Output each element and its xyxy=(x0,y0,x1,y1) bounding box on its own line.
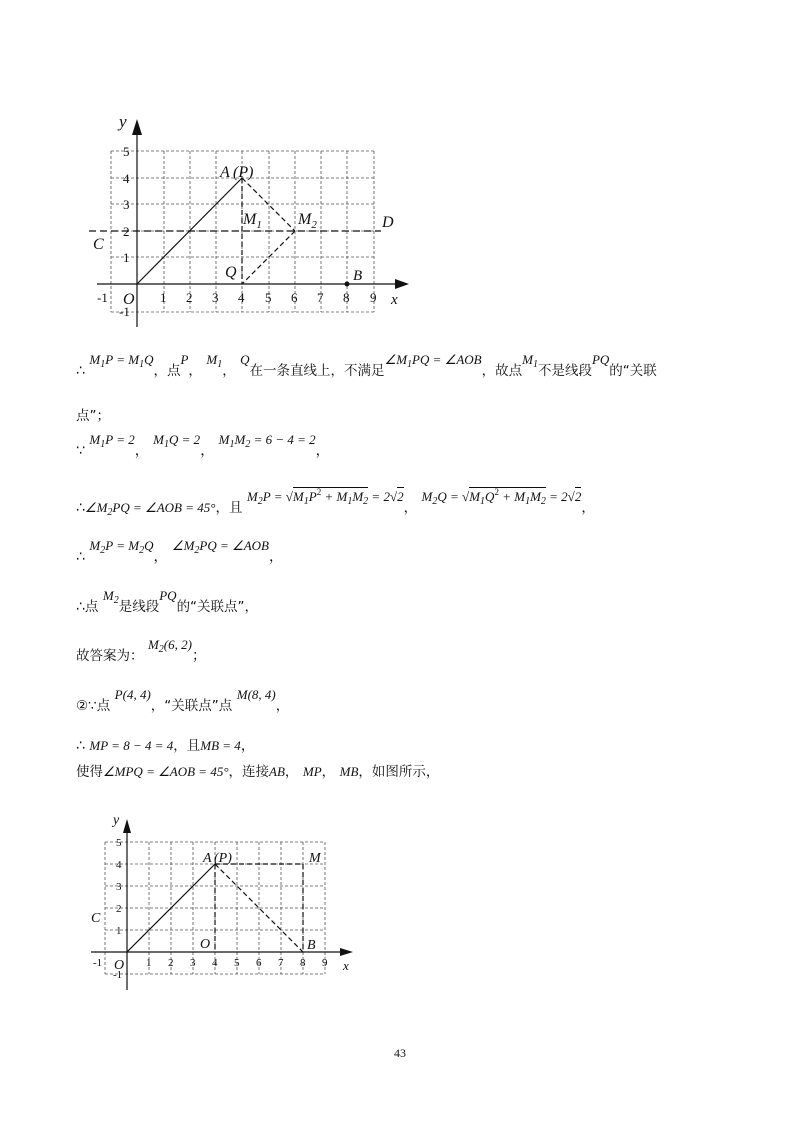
text-line-4: $\therefore\angle M_2PQ$ = ∠AOB = 45°，且 $M_2P = √M_1P^2 + M_1M_2 = 2√2$， $M_2Q = √M_1Q^2 + M_1M_2 = 2√2$， xyxy=(76,487,595,518)
segment-m2q xyxy=(242,231,295,284)
text-line-7: 故答案为： $M_2(6$, 2)； xyxy=(76,637,206,664)
text-line-2: 点”； xyxy=(76,408,110,424)
label-m2: $M_2$ xyxy=(298,211,317,231)
x-tick: 4 xyxy=(238,290,245,305)
axis-label-y-2: y xyxy=(113,813,120,828)
y-tick: 2 xyxy=(116,903,122,915)
axis-label-y: y xyxy=(119,112,127,131)
label-q: Q xyxy=(225,264,237,281)
x-tick: 2 xyxy=(186,290,193,305)
text-line-1: ∴ $M_1P = M_1Q$，点P， $M_1$， Q在一条直线上，不满足$\angle M_1PQ$ = ∠AOB，故点$M_1$不是线段PQ的“关联 xyxy=(76,352,657,379)
x-tick: 6 xyxy=(291,290,298,305)
x-tick: 7 xyxy=(278,957,284,969)
label-c-2: C xyxy=(91,911,101,926)
x-tick: 3 xyxy=(212,290,219,305)
y-tick: -1 xyxy=(119,304,130,319)
y-axis-arrow-1 xyxy=(132,119,142,135)
point-b xyxy=(345,282,350,287)
text-line-8: ②∵点 P(4, 4)，“关联点”点 M(8, 4)， xyxy=(76,687,290,714)
x-tick: 1 xyxy=(146,957,152,969)
text-line-5: ∴ $M_2P = M_2Q$， $\angle M_2PQ$ = ∠AOB， xyxy=(76,538,283,565)
text-line-3: ∵ $M_1P = 2$， $M_1Q = 2$， $M_1M_2 = 6 - 4 = 2$， xyxy=(76,432,330,459)
x-tick: 9 xyxy=(322,957,328,969)
x-tick: -1 xyxy=(97,290,108,305)
text-line-6: ∴点 $M_2$是线段PQ的“关联点”， xyxy=(76,588,259,615)
y-tick: 5 xyxy=(116,837,122,849)
figure-2-coordinate-graph xyxy=(85,812,365,997)
text-line-9: ∴ MP = 8 − 4 = 4，且MB = 4， xyxy=(76,738,255,754)
label-a: A xyxy=(220,164,230,181)
x-tick: 9 xyxy=(370,290,377,305)
figure-1-coordinate-graph xyxy=(85,105,415,330)
x-tick: 6 xyxy=(256,957,262,969)
label-m1: $M_1$ xyxy=(243,211,262,231)
page-number: 43 xyxy=(394,1046,406,1060)
y-tick: 4 xyxy=(123,171,130,186)
x-tick: 2 xyxy=(168,957,174,969)
label-d: D xyxy=(382,214,394,231)
label-o-2: O xyxy=(200,937,211,952)
origin-label: O xyxy=(123,291,135,308)
label-a-2: A xyxy=(203,851,212,866)
x-axis-arrow-1 xyxy=(395,279,409,289)
text-line-10: 使得∠MPQ = ∠AOB = 45°，连接AB， MP， MB，如图所示， xyxy=(76,764,440,780)
y-tick: 4 xyxy=(116,859,122,871)
y-tick: 1 xyxy=(123,250,130,265)
y-tick: 3 xyxy=(116,881,122,893)
label-m: M xyxy=(309,851,321,866)
label-b-2: B xyxy=(307,938,316,953)
label-b: B xyxy=(353,268,363,284)
x-tick: 4 xyxy=(212,957,218,969)
x-tick: 1 xyxy=(160,290,167,305)
x-tick: 7 xyxy=(317,290,324,305)
x-tick: 8 xyxy=(300,957,306,969)
y-tick: 5 xyxy=(123,144,130,159)
x-tick: -1 xyxy=(93,957,103,969)
axis-label-x: x xyxy=(391,292,398,308)
y-tick: 1 xyxy=(116,925,122,937)
y-tick: -1 xyxy=(113,969,123,981)
label-p-2: (P) xyxy=(214,851,232,866)
label-p: (P) xyxy=(233,164,254,181)
origin-label-2: O xyxy=(114,958,125,973)
label-c: C xyxy=(93,236,104,253)
y-tick: 2 xyxy=(123,224,130,239)
x-axis-arrow-2 xyxy=(340,948,353,956)
x-tick: 5 xyxy=(265,290,272,305)
axis-label-x-2: x xyxy=(343,958,349,973)
y-axis-arrow-2 xyxy=(123,819,131,833)
x-tick: 5 xyxy=(234,957,240,969)
x-tick: 8 xyxy=(343,290,350,305)
x-tick: 3 xyxy=(190,957,196,969)
y-tick: 3 xyxy=(123,197,130,212)
